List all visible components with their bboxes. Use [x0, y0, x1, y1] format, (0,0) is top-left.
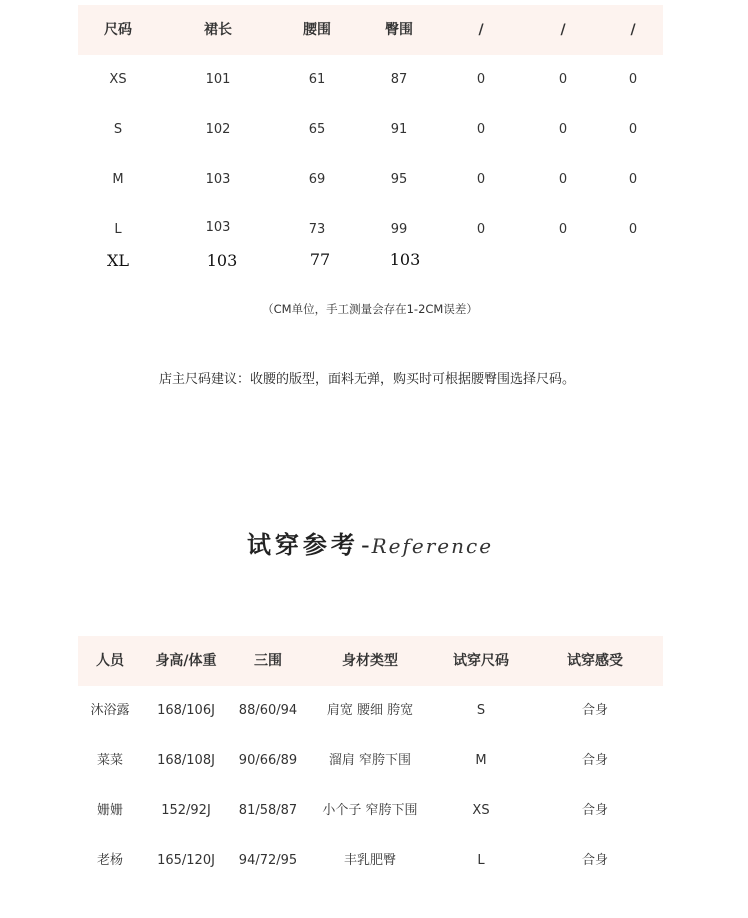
reference-title-en: Reference [371, 534, 494, 558]
size-cell: 0 [558, 72, 568, 87]
fitting-header-cell: 试穿尺码 [453, 653, 509, 669]
unit-note: （CM单位，手工测量会存在1-2CM误差） [262, 302, 478, 316]
size-cell: 0 [476, 172, 486, 187]
size-cell: 0 [628, 122, 638, 137]
size-cell: 0 [476, 222, 486, 237]
size-cell: 102 [205, 122, 231, 137]
size-cell: 0 [628, 172, 638, 187]
size-header-cell: 臀围 [385, 22, 413, 38]
size-table-header-band [78, 5, 663, 55]
size-cell: 0 [628, 72, 638, 87]
size-cell: S [113, 122, 123, 137]
fitting-cell: 合身 [581, 703, 609, 718]
size-cell: 61 [308, 72, 326, 87]
fitting-cell: 168/106J [157, 703, 215, 718]
fitting-header-cell: 身材类型 [342, 653, 398, 669]
size-cell: 95 [390, 172, 408, 187]
fitting-cell: 94/72/95 [238, 853, 298, 868]
size-cell: 73 [308, 222, 326, 237]
size-cell: 103 [206, 251, 238, 270]
fitting-cell: 肩宽 腰细 胯宽 [326, 703, 414, 718]
fitting-cell: 81/58/87 [238, 803, 298, 818]
fitting-cell: L [477, 853, 485, 868]
fitting-cell: 165/120J [157, 853, 215, 868]
size-header-cell: / [630, 22, 636, 38]
fitting-cell: 合身 [581, 753, 609, 768]
size-cell: 103 [205, 220, 231, 235]
fitting-cell: XS [472, 803, 490, 818]
fitting-cell: 沐浴露 [90, 703, 130, 718]
fitting-cell: 老杨 [96, 853, 124, 868]
fitting-cell: 88/60/94 [238, 703, 298, 718]
fitting-header-cell: 试穿感受 [567, 653, 623, 669]
size-cell: 0 [558, 172, 568, 187]
size-cell: 0 [628, 222, 638, 237]
fitting-cell: M [475, 753, 487, 768]
size-cell: 0 [476, 122, 486, 137]
size-cell: 65 [308, 122, 326, 137]
size-header-cell: 腰围 [303, 22, 331, 38]
reference-title [0, 525, 740, 560]
fitting-cell: 丰乳肥臀 [343, 853, 397, 868]
size-cell: XS [109, 72, 127, 87]
size-cell: 0 [476, 72, 486, 87]
fitting-header-cell: 人员 [96, 653, 124, 669]
fitting-cell: 152/92J [161, 803, 211, 818]
fitting-cell: 菜菜 [96, 753, 124, 768]
size-header-cell: 裙长 [204, 22, 232, 38]
fitting-cell: 溜肩 窄胯下围 [328, 753, 412, 768]
size-cell: 101 [205, 72, 231, 87]
fitting-cell: 90/66/89 [238, 753, 298, 768]
size-cell: 91 [390, 122, 408, 137]
reference-title-separator: - [360, 531, 370, 559]
size-cell: L [114, 222, 122, 237]
size-cell: XL [106, 251, 130, 270]
size-cell: 99 [390, 222, 408, 237]
size-header-cell: / [478, 22, 484, 38]
size-cell: 103 [205, 172, 231, 187]
size-cell: 103 [389, 250, 421, 269]
size-advice: 店主尺码建议：收腰的版型，面料无弹，购买时可根据腰臀围选择尺码。 [158, 372, 575, 387]
size-header-cell: / [560, 22, 566, 38]
fitting-cell: 小个子 窄胯下围 [322, 803, 418, 818]
size-cell: M [112, 172, 124, 187]
fitting-cell: 168/108J [157, 753, 215, 768]
size-cell: 87 [390, 72, 408, 87]
size-cell: 0 [558, 122, 568, 137]
fitting-cell: 合身 [581, 803, 609, 818]
fitting-cell: 合身 [581, 853, 609, 868]
fitting-header-cell: 三围 [254, 653, 282, 669]
fitting-cell: S [476, 703, 486, 718]
fitting-header-cell: 身高/体重 [155, 653, 217, 669]
size-cell: 0 [558, 222, 568, 237]
reference-title-cn: 试穿参考 [246, 531, 359, 559]
size-header-cell: 尺码 [104, 22, 132, 38]
size-cell: 77 [309, 250, 331, 269]
size-cell: 69 [308, 172, 326, 187]
fitting-cell: 姗姗 [96, 803, 124, 818]
